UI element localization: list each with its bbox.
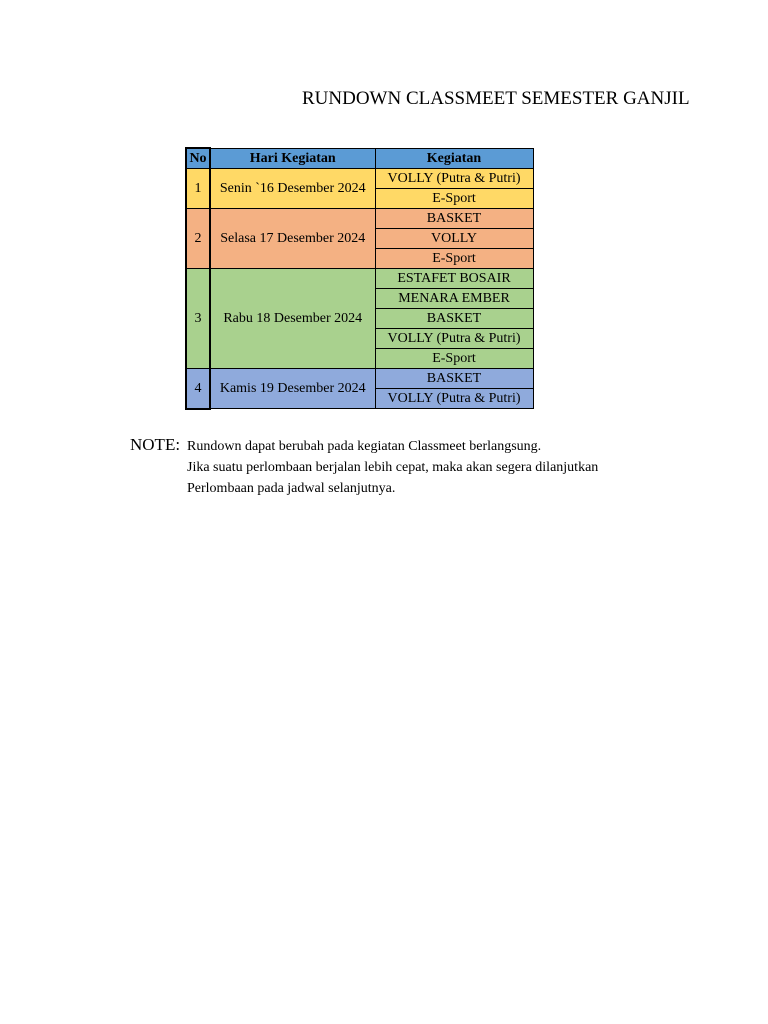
kegiatan-cell: ESTAFET BOSAIR: [375, 269, 533, 289]
note-label: NOTE:: [130, 435, 181, 454]
row-number-cell: 2: [186, 209, 210, 269]
hari-kegiatan-cell: Senin `16 Desember 2024: [210, 169, 375, 209]
kegiatan-cell: VOLLY (Putra & Putri): [375, 169, 533, 189]
table-body: [186, 169, 533, 409]
kegiatan-cell: VOLLY (Putra & Putri): [375, 329, 533, 349]
page-title: RUNDOWN CLASSMEET SEMESTER GANJIL: [302, 88, 690, 109]
table-row: [186, 209, 533, 229]
kegiatan-cell: BASKET: [375, 369, 533, 389]
note-line: Rundown dapat berubah pada kegiatan Classmeet berlangsung.: [187, 439, 542, 454]
note-line: Jika suatu perlombaan berjalan lebih cepat, maka akan segera dilanjutkan: [187, 460, 599, 475]
kegiatan-cell: VOLLY: [375, 229, 533, 249]
table-row: [186, 169, 533, 189]
kegiatan-cell: E-Sport: [375, 189, 533, 209]
row-number-cell: 1: [186, 169, 210, 209]
rundown-table: [185, 147, 534, 410]
table-row: [186, 269, 533, 289]
header-no: No: [186, 148, 210, 169]
kegiatan-cell: E-Sport: [375, 249, 533, 269]
kegiatan-cell: BASKET: [375, 209, 533, 229]
kegiatan-cell: MENARA EMBER: [375, 289, 533, 309]
kegiatan-cell: E-Sport: [375, 349, 533, 369]
header-hari-kegiatan: Hari Kegiatan: [210, 148, 375, 169]
kegiatan-cell: VOLLY (Putra & Putri): [375, 389, 533, 409]
hari-kegiatan-cell: Rabu 18 Desember 2024: [210, 269, 375, 369]
kegiatan-cell: BASKET: [375, 309, 533, 329]
note-line: Perlombaan pada jadwal selanjutnya.: [187, 481, 396, 496]
row-number-cell: 3: [186, 269, 210, 369]
hari-kegiatan-cell: Selasa 17 Desember 2024: [210, 209, 375, 269]
hari-kegiatan-cell: Kamis 19 Desember 2024: [210, 369, 375, 409]
table-row: [186, 369, 533, 389]
table-header-row: [186, 148, 533, 169]
note-text: [187, 436, 598, 499]
header-kegiatan: Kegiatan: [375, 148, 533, 169]
row-number-cell: 4: [186, 369, 210, 409]
